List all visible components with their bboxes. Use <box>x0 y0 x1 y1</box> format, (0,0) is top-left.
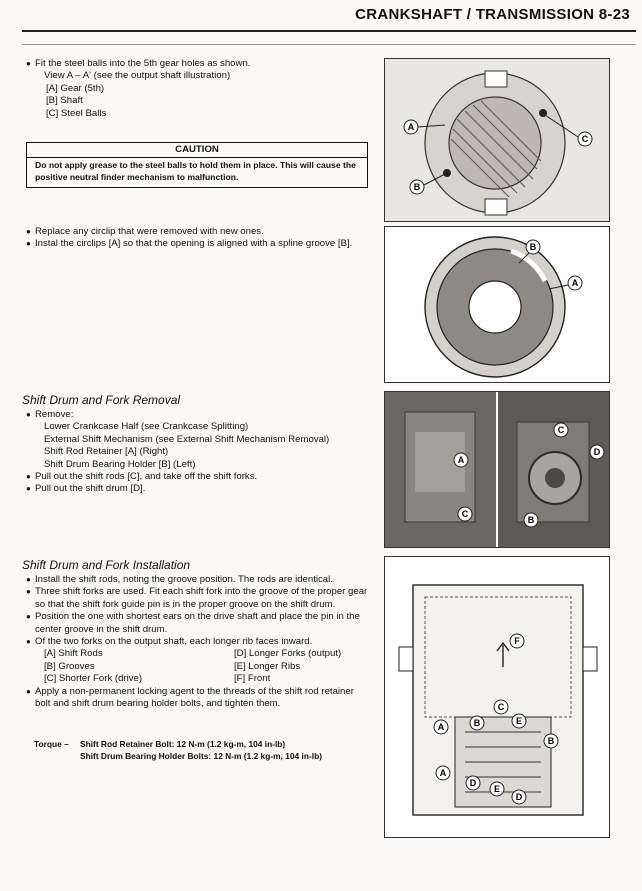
install-bullet: ● Install the shift rods, noting the groove position. The rods are identical. <box>26 574 371 586</box>
label-b: [B] Shaft <box>46 95 83 107</box>
torque-spec-2: Shift Drum Bearing Holder Bolts: 12 N-m (1.2 kg-m, 104 in-lb) <box>80 751 322 761</box>
removal-heading: Shift Drum and Fork Removal <box>22 393 181 407</box>
label-longer-ribs: [E] Longer Ribs <box>234 660 301 672</box>
install-bullet: ● Three shift forks are used. Fit each shift fork into the groove of the proper gear so that the shift fork guide pin is in the proper groove on the shift drum. <box>26 586 371 611</box>
circlip-bullet-2: ● Instal the circlips [A] so that the opening is aligned with a spline groove [B]. <box>26 238 366 250</box>
callout: E <box>493 784 501 794</box>
steel-balls-illustration <box>385 59 609 221</box>
remove-item: External Shift Mechanism (see External Shift Mechanism Removal) <box>44 433 330 445</box>
removal-bullet: ● Pull out the shift drum [D]. <box>26 483 371 495</box>
header-subrule <box>22 44 636 45</box>
figure-steel-balls <box>384 58 610 222</box>
callout: B <box>529 242 537 252</box>
callout: B <box>413 182 421 192</box>
install-bullet: ● Position the one with shortest ears on the drive shaft and place the pin in the center groove in the shift drum. <box>26 611 371 636</box>
callout: A <box>437 722 445 732</box>
steel-balls-bullet: ● Fit the steel balls into the 5th gear holes as shown. <box>26 58 366 70</box>
header-rule <box>22 30 636 32</box>
figure-installation <box>384 556 610 838</box>
torque-spec-1: Shift Rod Retainer Bolt: 12 N-m (1.2 kg-m, 104 in-lb) <box>80 739 286 749</box>
remove-label: ● Remove: <box>26 409 371 421</box>
installation-heading: Shift Drum and Fork Installation <box>22 558 191 572</box>
torque-label: Torque – <box>34 739 69 749</box>
caution-title: CAUTION <box>27 144 367 158</box>
callout: C <box>557 425 565 435</box>
callout: D <box>593 447 601 457</box>
install-labels <box>26 648 371 685</box>
circlip-bullet-1: ● Replace any circlip that were removed with new ones. <box>26 226 366 238</box>
callout: B <box>527 515 535 525</box>
callout: A <box>407 122 415 132</box>
circlip-section <box>26 226 366 251</box>
label-grooves: [B] Grooves <box>44 660 95 672</box>
label-shorter-fork: [C] Shorter Fork (drive) <box>44 673 143 685</box>
steel-balls-section <box>26 58 366 120</box>
callout: E <box>515 716 523 726</box>
label-c: [C] Steel Balls <box>46 107 107 119</box>
removal-section <box>26 409 371 496</box>
caution-box <box>26 142 368 188</box>
callout: D <box>515 792 523 802</box>
remove-item: Shift Rod Retainer [A] (Right) <box>44 446 169 458</box>
label-longer-forks: [D] Longer Forks (output) <box>234 648 342 660</box>
removal-photo-illustration <box>385 392 609 547</box>
callout: D <box>469 778 477 788</box>
installation-section <box>26 574 371 710</box>
callout: B <box>473 718 481 728</box>
label-a: [A] Gear (5th) <box>46 82 105 94</box>
figure-removal-photo <box>384 391 610 548</box>
remove-item: Shift Drum Bearing Holder [B] (Left) <box>44 458 196 470</box>
install-bullet: ● Apply a non-permanent locking agent to the threads of the shift rod retainer bolt and shift drum bearing holder bolts, and tighten them. <box>26 686 371 711</box>
circlip-illustration <box>385 227 609 382</box>
install-bullet: ● Of the two forks on the output shaft, each longer rib faces inward. <box>26 636 371 648</box>
caution-text: Do not apply grease to the steel balls to hold them in place. This will cause the positive neutral finder mechanism to malfunction. <box>35 160 356 182</box>
label-shift-rods: [A] Shift Rods <box>44 648 103 660</box>
callout: C <box>497 702 505 712</box>
callout: F <box>514 636 520 646</box>
view-note: View A – A' (see the output shaft illustration) <box>44 70 231 82</box>
remove-item: Lower Crankcase Half (see Crankcase Splitting) <box>44 421 249 433</box>
callout: B <box>547 736 555 746</box>
callout: A <box>439 768 447 778</box>
page-title: CRANKSHAFT / TRANSMISSION 8-23 <box>355 6 630 23</box>
removal-bullet: ● Pull out the shift rods [C], and take off the shift forks. <box>26 471 371 483</box>
callout: A <box>457 455 465 465</box>
callout: A <box>571 278 579 288</box>
callout: C <box>581 134 589 144</box>
callout: C <box>461 509 469 519</box>
figure-circlip <box>384 226 610 383</box>
installation-illustration <box>385 557 609 837</box>
label-front: [F] Front <box>234 673 271 685</box>
